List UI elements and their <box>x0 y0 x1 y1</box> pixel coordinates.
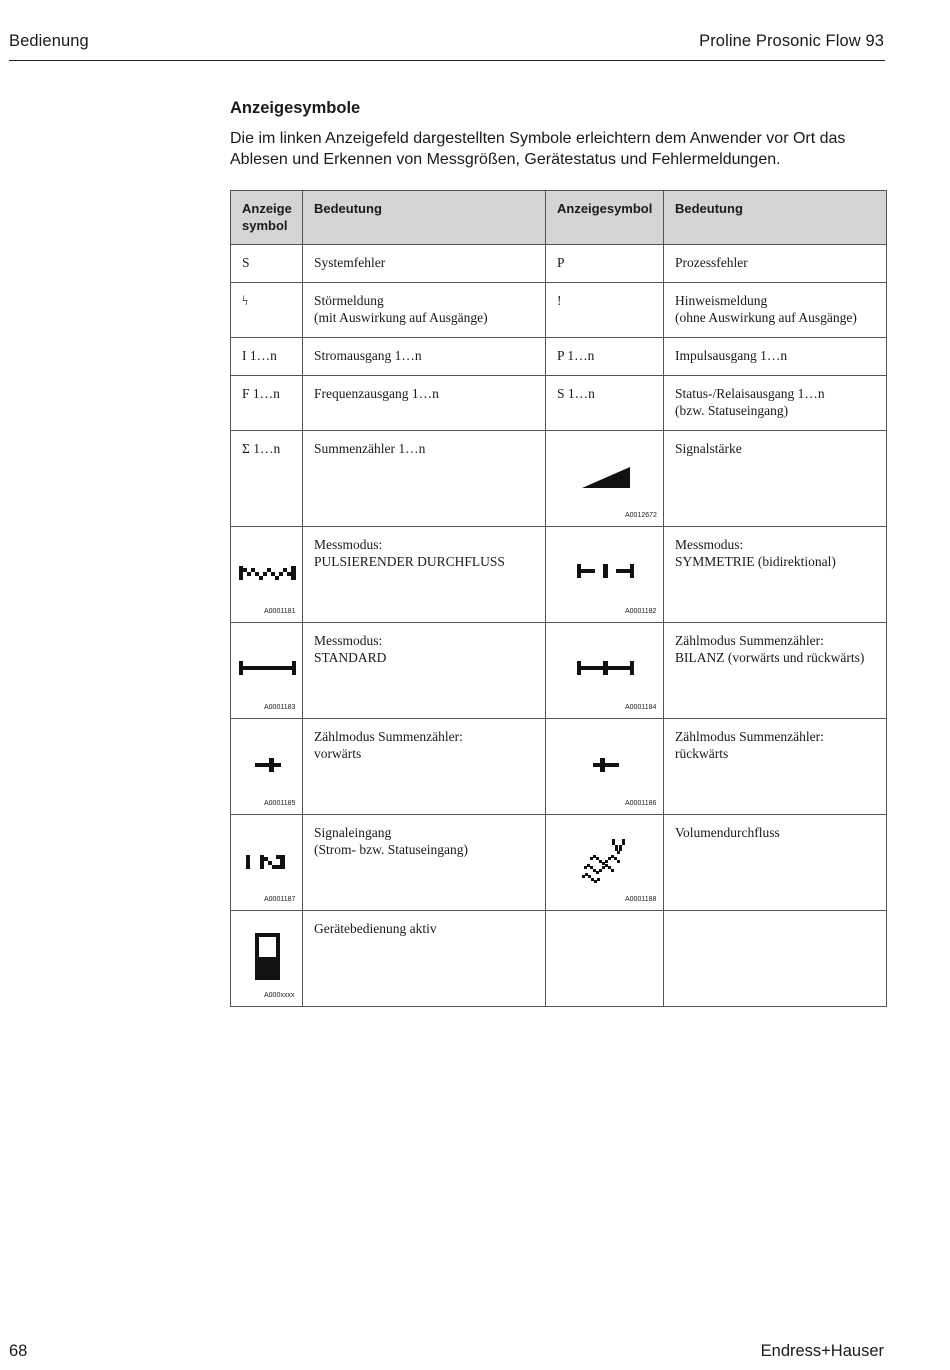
symbol-cell: S 1…n <box>546 376 664 431</box>
section-title: Anzeigesymbole <box>230 99 361 117</box>
symbol-cell <box>546 623 664 719</box>
table-row <box>231 719 887 815</box>
volume-flow-icon <box>582 839 632 883</box>
symbol-cell: Σ 1…n <box>231 431 303 527</box>
meaning-cell: Signalstärke <box>664 431 887 527</box>
table-row <box>231 245 887 283</box>
symbol-cell: P <box>546 245 664 283</box>
symbol-cell <box>546 815 664 911</box>
meaning-cell: Messmodus: STANDARD <box>303 623 546 719</box>
col-header-symbol: Anzeige symbol <box>231 191 303 245</box>
figure-ref: A0001181 <box>264 608 296 615</box>
figure-ref: A0001188 <box>625 896 657 903</box>
symbol-cell <box>546 719 664 815</box>
symbol-cell <box>546 911 664 1007</box>
table-row <box>231 431 887 527</box>
table-row <box>231 338 887 376</box>
figure-ref: A0001182 <box>625 608 657 615</box>
table-row <box>231 623 887 719</box>
meaning-cell: Zählmodus Summenzähler: vorwärts <box>303 719 546 815</box>
figure-ref: A0001185 <box>264 800 296 807</box>
meaning-cell: Störmeldung (mit Auswirkung auf Ausgänge) <box>303 283 546 338</box>
symbol-cell <box>231 911 303 1007</box>
meaning-cell: Signaleingang (Strom- bzw. Statuseingang) <box>303 815 546 911</box>
symbol-cell: S <box>231 245 303 283</box>
symbol-cell: P 1…n <box>546 338 664 376</box>
table-row <box>231 815 887 911</box>
header-rule <box>9 60 885 61</box>
figure-ref: A0001187 <box>264 896 296 903</box>
meaning-cell: Zählmodus Summenzähler: BILANZ (vorwärts und rückwärts) <box>664 623 887 719</box>
figure-ref: A0001183 <box>264 704 296 711</box>
symbol-cell <box>546 431 664 527</box>
table-row <box>231 283 887 338</box>
meaning-cell: Stromausgang 1…n <box>303 338 546 376</box>
symbol-cell <box>231 815 303 911</box>
header-product-name: Proline Prosonic Flow 93 <box>699 32 884 50</box>
meaning-cell: Systemfehler <box>303 245 546 283</box>
meaning-cell: Status-/Relaisausgang 1…n (bzw. Statuseingang) <box>664 376 887 431</box>
pulsating-flow-icon <box>239 566 296 580</box>
symbol-cell <box>231 527 303 623</box>
table-row <box>231 527 887 623</box>
meaning-cell: Messmodus: PULSIERENDER DURCHFLUSS <box>303 527 546 623</box>
meaning-cell: Summenzähler 1…n <box>303 431 546 527</box>
meaning-cell: Hinweismeldung (ohne Auswirkung auf Ausgänge) <box>664 283 887 338</box>
footer-brand: Endress+Hauser <box>760 1342 884 1360</box>
header-section-name: Bedienung <box>9 32 89 50</box>
meaning-cell: Impulsausgang 1…n <box>664 338 887 376</box>
table-row <box>231 376 887 431</box>
figure-ref: A0001186 <box>625 800 657 807</box>
symbol-cell <box>546 527 664 623</box>
symbol-cell: ϟ <box>231 283 303 338</box>
forward-icon <box>255 758 281 772</box>
page-number: 68 <box>9 1342 28 1360</box>
section-intro: Die im linken Anzeigefeld dargestellten Symbole erleichtern dem Anwender vor Ort das Ablesen und Erkennen von Messgrößen, Gerätestatus und Fehlermeldungen. <box>230 130 846 168</box>
balance-icon <box>577 661 634 675</box>
table-row <box>231 911 887 1007</box>
signal-input-icon <box>246 855 288 869</box>
symbol-table <box>230 190 887 1007</box>
col-header-meaning: Bedeutung <box>303 191 546 245</box>
table-header-row <box>231 191 887 245</box>
device-operation-icon <box>255 933 280 980</box>
backward-icon <box>593 758 619 772</box>
meaning-cell: Volumendurchfluss <box>664 815 887 911</box>
col-header-meaning-2: Bedeutung <box>664 191 887 245</box>
symbol-cell: F 1…n <box>231 376 303 431</box>
figure-ref: A0001184 <box>625 704 657 711</box>
meaning-cell: Frequenzausgang 1…n <box>303 376 546 431</box>
meaning-cell <box>664 911 887 1007</box>
figure-ref: A000xxxx <box>264 992 295 999</box>
meaning-cell: Messmodus: SYMMETRIE (bidirektional) <box>664 527 887 623</box>
meaning-cell: Prozessfehler <box>664 245 887 283</box>
meaning-cell: Zählmodus Summenzähler: rückwärts <box>664 719 887 815</box>
symbol-cell: I 1…n <box>231 338 303 376</box>
col-header-symbol-2: Anzeigesymbol <box>546 191 664 245</box>
standard-mode-icon <box>239 661 296 675</box>
figure-ref: A0012672 <box>625 512 657 519</box>
signal-strength-icon <box>582 467 630 489</box>
symmetry-icon <box>577 564 634 578</box>
meaning-cell: Gerätebedienung aktiv <box>303 911 546 1007</box>
symbol-cell <box>231 719 303 815</box>
symbol-cell <box>231 623 303 719</box>
symbol-cell: ! <box>546 283 664 338</box>
